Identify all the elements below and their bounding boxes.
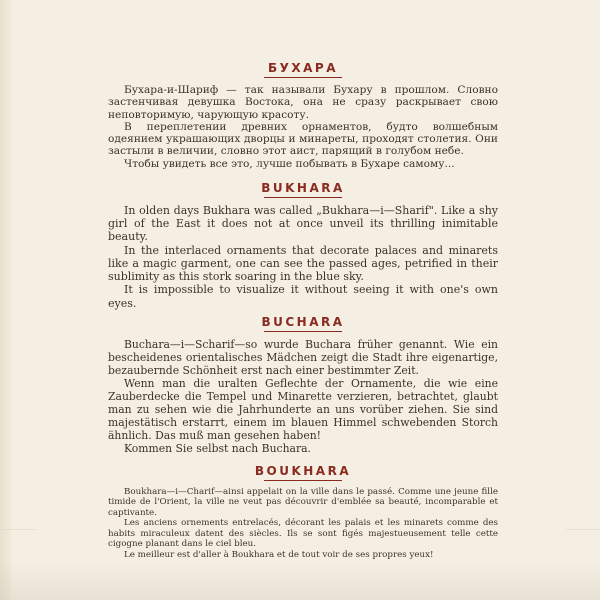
- heading-russian-text: БУХАРА: [267, 61, 339, 75]
- paragraph: In the interlaced ornaments that decorate palaces and minarets like a magic garment, one can see the passed ages, petrified in their sublimity as this stork soaring in the blue sky.: [108, 243, 498, 284]
- heading-french: [108, 463, 498, 481]
- paragraph: In olden days Bukhara was called „Bukhara—i—Sharif". Like a shy girl of the East it does not at once unveil its thrilling inimitable beauty.: [108, 204, 498, 244]
- paragraph: Kommen Sie selbst nach Buchara.: [124, 441, 311, 455]
- heading-english: [108, 180, 498, 198]
- paragraph: Чтобы увидеть все это, лучше побывать в Бухаре самому...: [124, 157, 455, 170]
- heading-english-text: BUKHARA: [261, 181, 345, 196]
- paragraph: Wenn man die uralten Geflechte der Ornamente, die wie eine Zauberdecke die Tempel und Minarette verzieren, betrachtet, glaubt man zu sehen wie die Jahrhunderte an uns vorüber ziehen. Sie sind majestätisch erstarrt, einem im blauen Himmel schwebenden Storch ähnlich. Das muß man gesehen haben!: [108, 376, 498, 442]
- paragraph: Бухара-и-Шариф — так называли Бухару в прошлом. Словно застенчивая девушка Востока, она не сразу раскрывает свою неповторимую, чарующую красоту.: [108, 84, 498, 121]
- paragraph: Les anciens ornements entrelacés, décorant les palais et les minarets comme des habits miraculeux datent des siècles. Ils se sont figés majestueusement telle cette cigogne planant dans le ciel bleu.: [108, 518, 498, 550]
- heading-russian: [108, 60, 498, 78]
- heading-german: [108, 314, 498, 332]
- page-bottom-shadow: [0, 560, 600, 600]
- section-german: [108, 314, 498, 455]
- spacer: [108, 170, 498, 180]
- page-left-edge: [0, 0, 12, 600]
- heading-french-text: BOUKHARA: [254, 463, 352, 478]
- paragraph: Le meilleur est d'aller à Boukhara et de tout voir de ses propres yeux!: [124, 549, 434, 560]
- paragraph: Boukhara—i—Charif—ainsi appelait on la ville dans le passé. Comme une jeune fille timide de l'Orient, la ville ne veut pas découvrir d'emblée sa beauté, incomparable et captivante.: [108, 486, 498, 518]
- heading-underline: [264, 480, 342, 481]
- section-english: [108, 180, 498, 310]
- heading-underline: [264, 77, 342, 78]
- spacer: [108, 455, 498, 463]
- paragraph: В переплетении древних орнаментов, будто волшебным одеянием украшающих дворцы и минареты, проходят столетия. Они застыли в величии, словно этот аист, парящий в голубом небе.: [108, 120, 498, 158]
- text-column: [108, 60, 498, 560]
- section-russian: [108, 60, 498, 170]
- heading-underline: [264, 197, 342, 198]
- paragraph: Buchara—i—Scharif—so wurde Buchara früher genannt. Wie ein bescheidenes orientalisches Mädchen zeigt die Stadt ihre eigenartige, bezaubernde Schönheit erst nach einer bestimmter Zeit.: [108, 337, 498, 377]
- heading-german-text: BUCHARA: [261, 314, 345, 329]
- section-french: [108, 463, 498, 561]
- heading-underline: [264, 331, 342, 332]
- paragraph: It is impossible to visualize it without seeing it with one's own eyes.: [108, 283, 498, 310]
